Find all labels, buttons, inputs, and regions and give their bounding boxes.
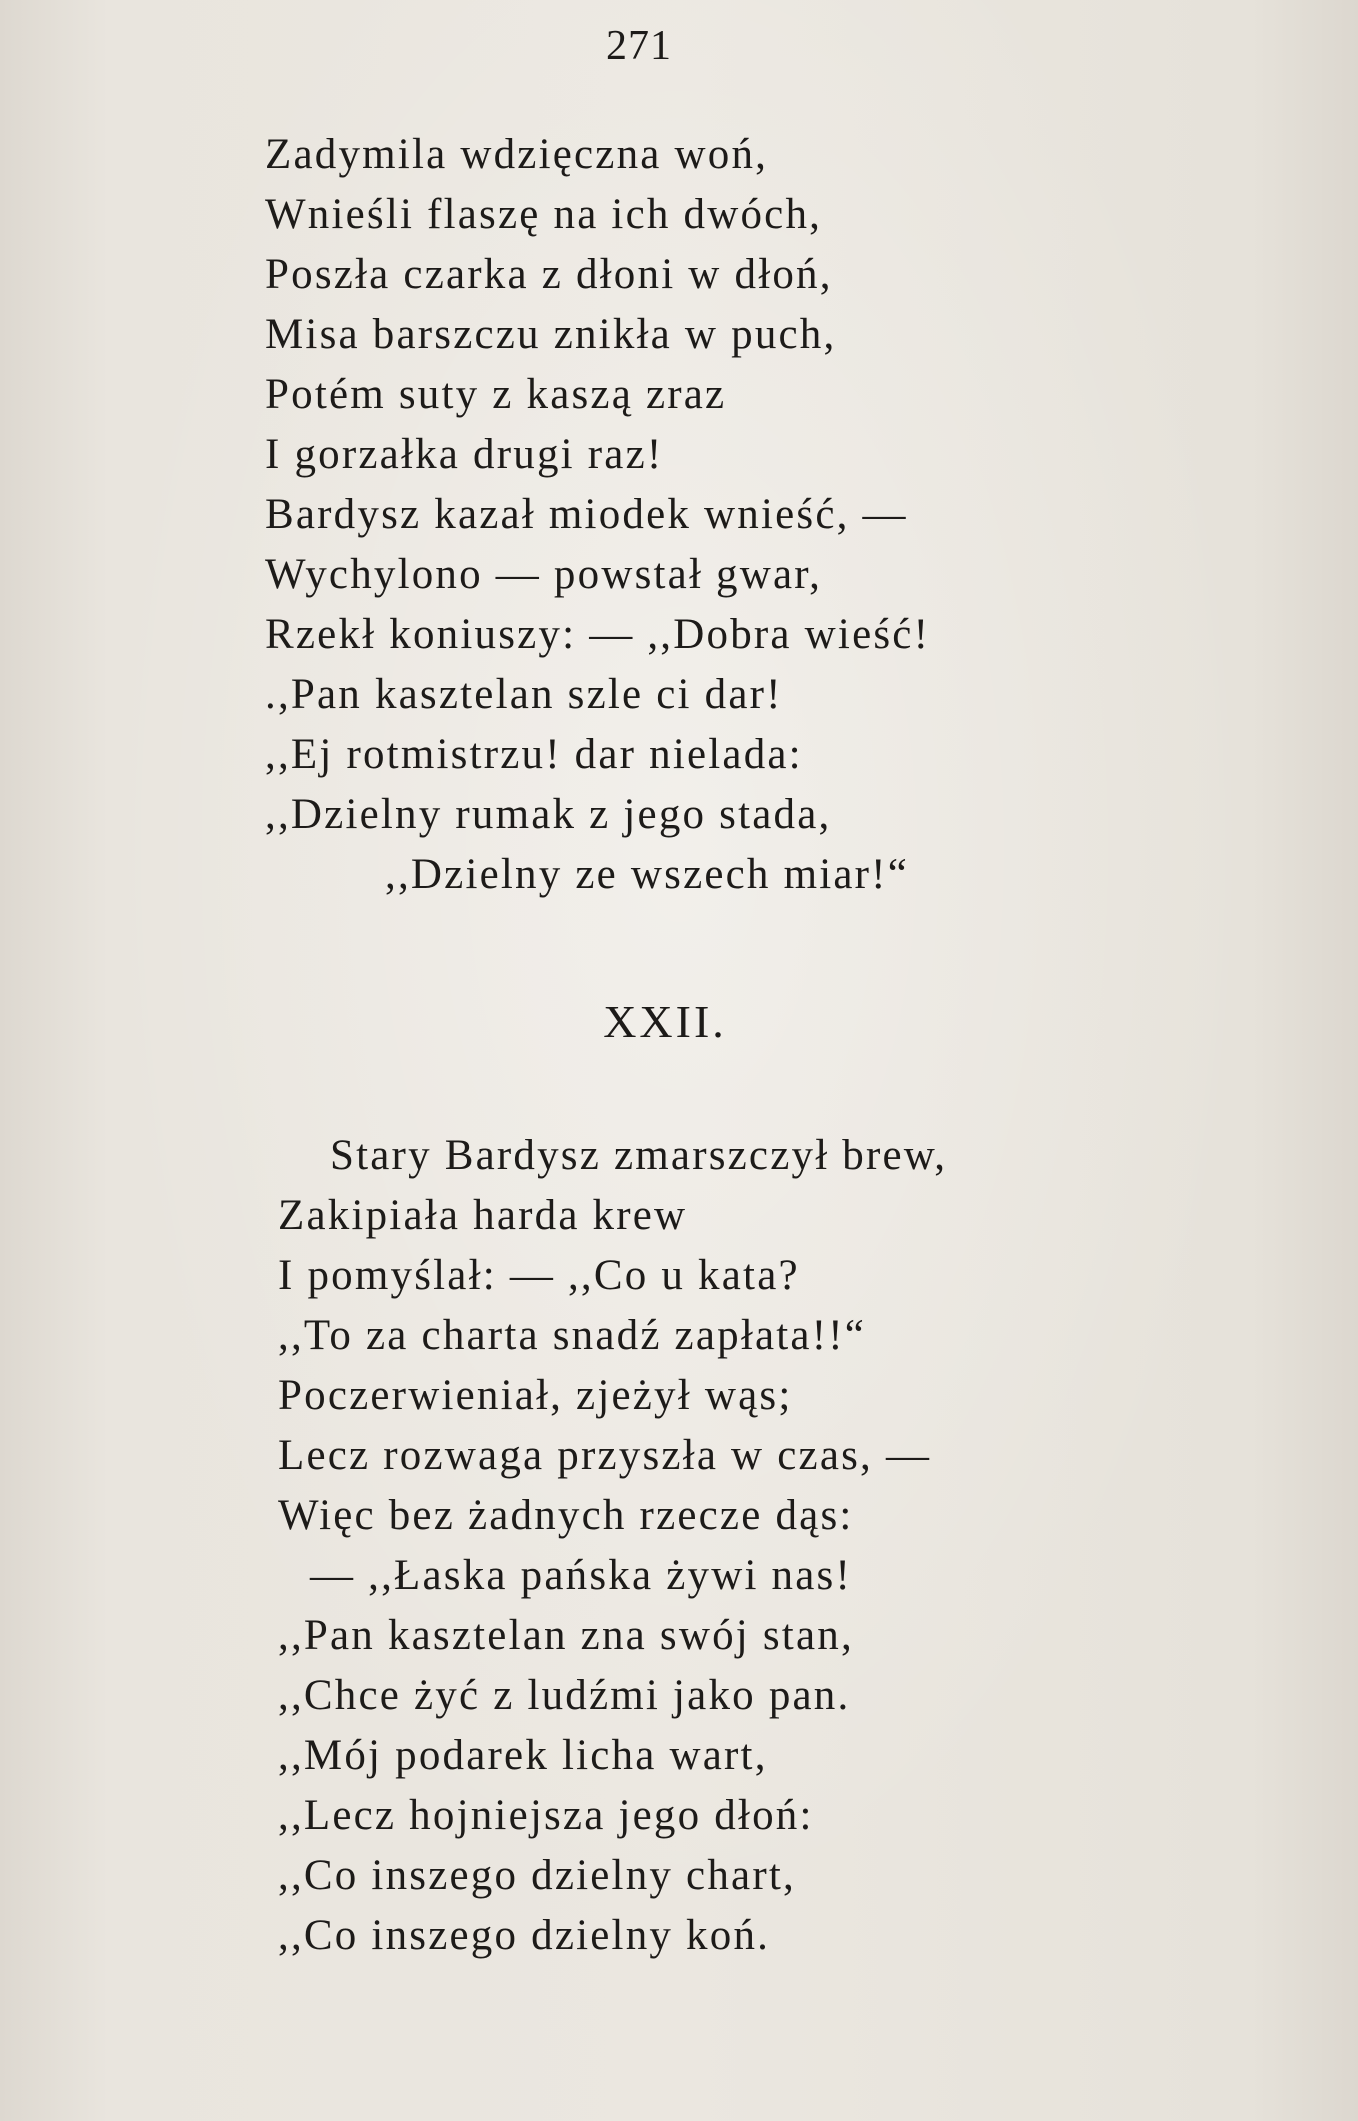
verse-line: — ,,Łaska pańska żywi nas! <box>310 1552 852 1599</box>
verse-line: .,Pan kasztelan szle ci dar! <box>265 671 783 718</box>
section-heading: XXII. <box>603 996 727 1047</box>
page-number: 271 <box>606 23 672 69</box>
verse-line: Stary Bardysz zmarszczył brew, <box>330 1132 948 1179</box>
verse-line: Bardysz kazał miodek wnieść, — <box>265 491 908 538</box>
verse-line: ,,Mój podarek licha wart, <box>278 1732 768 1779</box>
verse-line: Poczerwieniał, zjeżył wąs; <box>278 1372 793 1419</box>
verse-line: Rzekł koniuszy: — ,,Dobra wieść! <box>265 611 931 658</box>
verse-line: ,,Ej rotmistrzu! dar nielada: <box>265 731 803 778</box>
verse-line: ,,Dzielny ze wszech miar!“ <box>385 851 909 898</box>
verse-line: Więc bez żadnych rzecze dąs: <box>278 1492 854 1539</box>
verse-line: ,,Co inszego dzielny chart, <box>278 1852 796 1899</box>
verse-line: I pomyślał: — ,,Co u kata? <box>278 1252 800 1299</box>
verse-line: ,,Lecz hojniejsza jego dłoń: <box>278 1792 814 1839</box>
verse-line: Potém suty z kaszą zraz <box>265 371 727 418</box>
verse-line: Wychylono — powstał gwar, <box>265 551 823 598</box>
stanza-1 <box>265 125 930 905</box>
verse-line: Wnieśli flaszę na ich dwóch, <box>265 191 823 238</box>
verse-line: Poszła czarka z dłoni w dłoń, <box>265 251 833 298</box>
verse-line: Zakipiała harda krew <box>278 1192 688 1239</box>
verse-line: Zadymila wdzięczna woń, <box>265 131 769 178</box>
stanza-2 <box>278 1126 947 1966</box>
verse-line: ,,To za charta snadź zapłata!!“ <box>278 1312 867 1359</box>
verse-line: Lecz rozwaga przyszła w czas, — <box>278 1432 932 1479</box>
verse-line: Misa barszczu znikła w puch, <box>265 311 837 358</box>
verse-line: ,,Chce żyć z ludźmi jako pan. <box>278 1672 851 1719</box>
verse-line: ,,Pan kasztelan zna swój stan, <box>278 1612 854 1659</box>
verse-line: ,,Dzielny rumak z jego stada, <box>265 791 832 838</box>
verse-line: ,,Co inszego dzielny koń. <box>278 1912 771 1959</box>
verse-line: I gorzałka drugi raz! <box>265 431 664 478</box>
